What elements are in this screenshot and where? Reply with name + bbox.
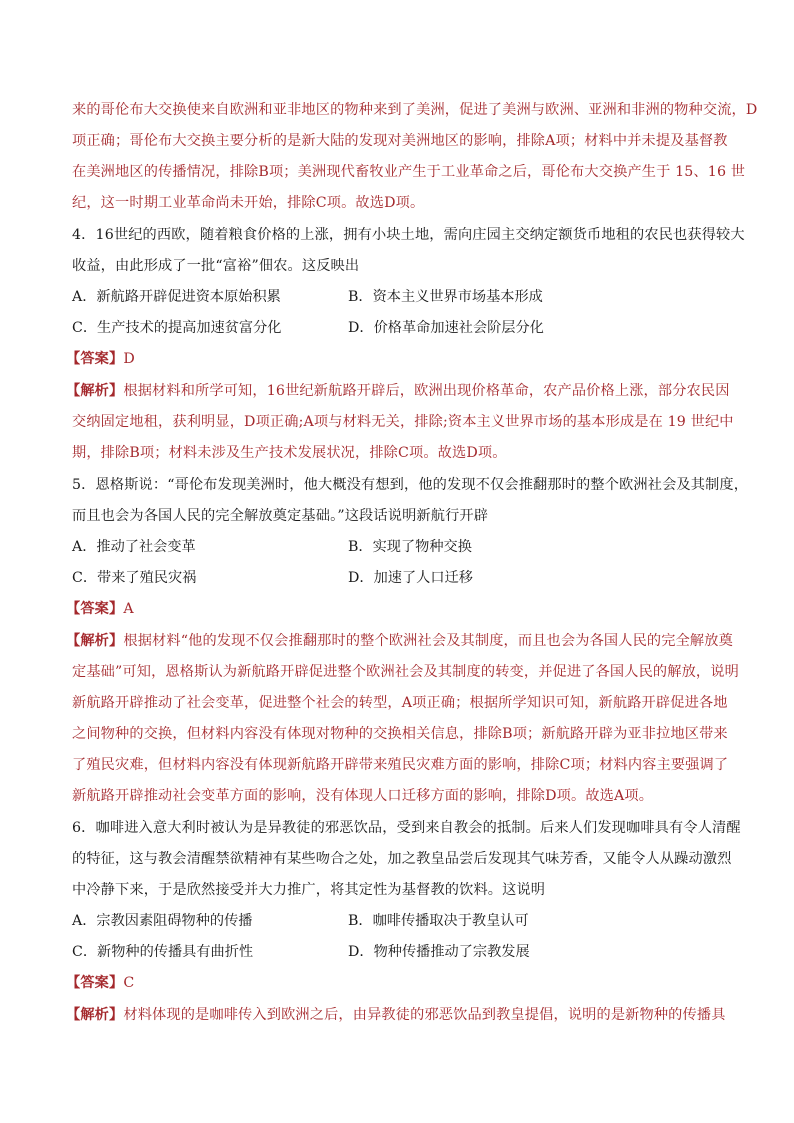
- q4-answer: [66, 349, 746, 369]
- analysis-tag: 【解析】: [66, 383, 124, 399]
- analysis-tag: 【解析】: [66, 1007, 124, 1023]
- q6-option-c: C．新物种的传播具有曲折性: [72, 944, 254, 960]
- analysis-text: 材料体现的是咖啡传入到欧洲之后，由异教徒的邪恶饮品到教皇提倡，说明的是新物种的传播具: [123, 1007, 726, 1023]
- explanation-line: 项正确；哥伦布大交换主要分析的是新大陆的发现对美洲地区的影响，排除A项；材料中并未提及基督教: [72, 133, 728, 149]
- q4-option-c: C．生产技术的提高加速贫富分化: [72, 320, 282, 336]
- answer-value: D: [123, 351, 135, 367]
- question-4-stem: 收益，由此形成了一批“富裕”佃农。这反映出: [72, 258, 360, 274]
- explanation-line: 来的哥伦布大交换使来自欧洲和亚非地区的物种来到了美洲，促进了美洲与欧洲、亚洲和非洲的物种交流，D: [72, 102, 758, 118]
- question-5-stem: 5．恩格斯说：“哥伦布发现美洲时，他大概没有想到，他的发现不仅会推翻那时的整个欧洲社会及其制度，: [72, 477, 749, 493]
- q6-analysis: [66, 1005, 746, 1025]
- q5-analysis-line: 新航路开辟推动社会变革方面的影响，没有体现人口迁移方面的影响，排除D项。故选A项。: [72, 788, 654, 804]
- q4-analysis-line: 交纳固定地租，获利明显，D项正确;A项与材料无关，排除;资本主义世界市场的基本形成是在 19 世纪中: [72, 414, 734, 430]
- explanation-line: 纪，这一时期工业革命尚未开始，排除C项。故选D项。: [72, 195, 425, 211]
- question-4-stem: 4．16世纪的西欧，随着粮食价格的上涨，拥有小块土地，需向庄园主交纳定额货币地租的农民也获得较大: [72, 227, 745, 243]
- analysis-text: 根据材料和所学可知，16世纪新航路开辟后，欧洲出现价格革命，农产品价格上涨，部分农民因: [123, 383, 730, 399]
- answer-value: C: [123, 975, 135, 991]
- q5-option-c: C．带来了殖民灾祸: [72, 570, 197, 586]
- q5-option-d: D．加速了人口迁移: [348, 570, 473, 586]
- q5-analysis-line: 定基础”可知，恩格斯认为新航路开辟促进整个欧洲社会及其制度的转变，并促进了各国人民的解放，说明: [72, 664, 739, 680]
- answer-tag: 【答案】: [66, 351, 124, 367]
- q5-answer: [66, 599, 746, 619]
- analysis-text: 根据材料“他的发现不仅会推翻那时的整个欧洲社会及其制度，而且也会为各国人民的完全解放奠: [123, 633, 733, 649]
- q4-option-d: D．价格革命加速社会阶层分化: [348, 320, 544, 336]
- question-5-stem: 而且也会为各国人民的完全解放奠定基础。”这段话说明新航行开辟: [72, 508, 489, 524]
- q6-option-b: B．咖啡传播取决于教皇认可: [348, 913, 529, 929]
- q4-analysis: [66, 381, 746, 401]
- analysis-tag: 【解析】: [66, 633, 124, 649]
- answer-tag: 【答案】: [66, 975, 124, 991]
- q5-analysis-line: 新航路开辟推动了社会变革，促进整个社会的转型，A项正确；根据所学知识可知，新航路开辟促进各地: [72, 695, 728, 711]
- q6-option-a: A．宗教因素阻碍物种的传播: [72, 913, 253, 929]
- q5-analysis: [66, 631, 746, 651]
- question-6-stem: 6．咖啡进入意大利时被认为是异教徒的邪恶饮品，受到来自教会的抵制。后来人们发现咖啡具有令人清醒: [72, 820, 741, 836]
- q4-option-a: A．新航路开辟促进资本原始积累: [72, 289, 281, 305]
- q4-option-b: B．资本主义世界市场基本形成: [348, 289, 543, 305]
- q5-option-b: B．实现了物种交换: [348, 539, 472, 555]
- q5-analysis-line: 之间物种的交换，但材料内容没有体现对物种的交换相关信息，排除B项；新航路开辟为亚非拉地区带来: [72, 726, 728, 742]
- question-6-stem: 的特征，这与教会清醒禁欲精神有某些吻合之处，加之教皇品尝后发现其气味芳香，又能令人从躁动激烈: [72, 851, 732, 867]
- q6-option-d: D．物种传播推动了宗教发展: [348, 944, 530, 960]
- q4-analysis-line: 期，排除B项；材料未涉及生产技术发展状况，排除C项。故选D项。: [72, 445, 507, 461]
- question-6-stem: 中冷静下来，于是欣然接受并大力推广，将其定性为基督教的饮料。这说明: [72, 882, 546, 898]
- q5-analysis-line: 了殖民灾难，但材料内容没有体现新航路开辟带来殖民灾难方面的影响，排除C项；材料内容主要强调了: [72, 757, 729, 773]
- q6-answer: [66, 973, 746, 993]
- q5-option-a: A．推动了社会变革: [72, 539, 196, 555]
- explanation-line: 在美洲地区的传播情况，排除B项；美洲现代畜牧业产生于工业革命之后，哥伦布大交换产生于 15、16 世: [72, 164, 746, 180]
- answer-value: A: [123, 601, 134, 617]
- answer-tag: 【答案】: [66, 601, 124, 617]
